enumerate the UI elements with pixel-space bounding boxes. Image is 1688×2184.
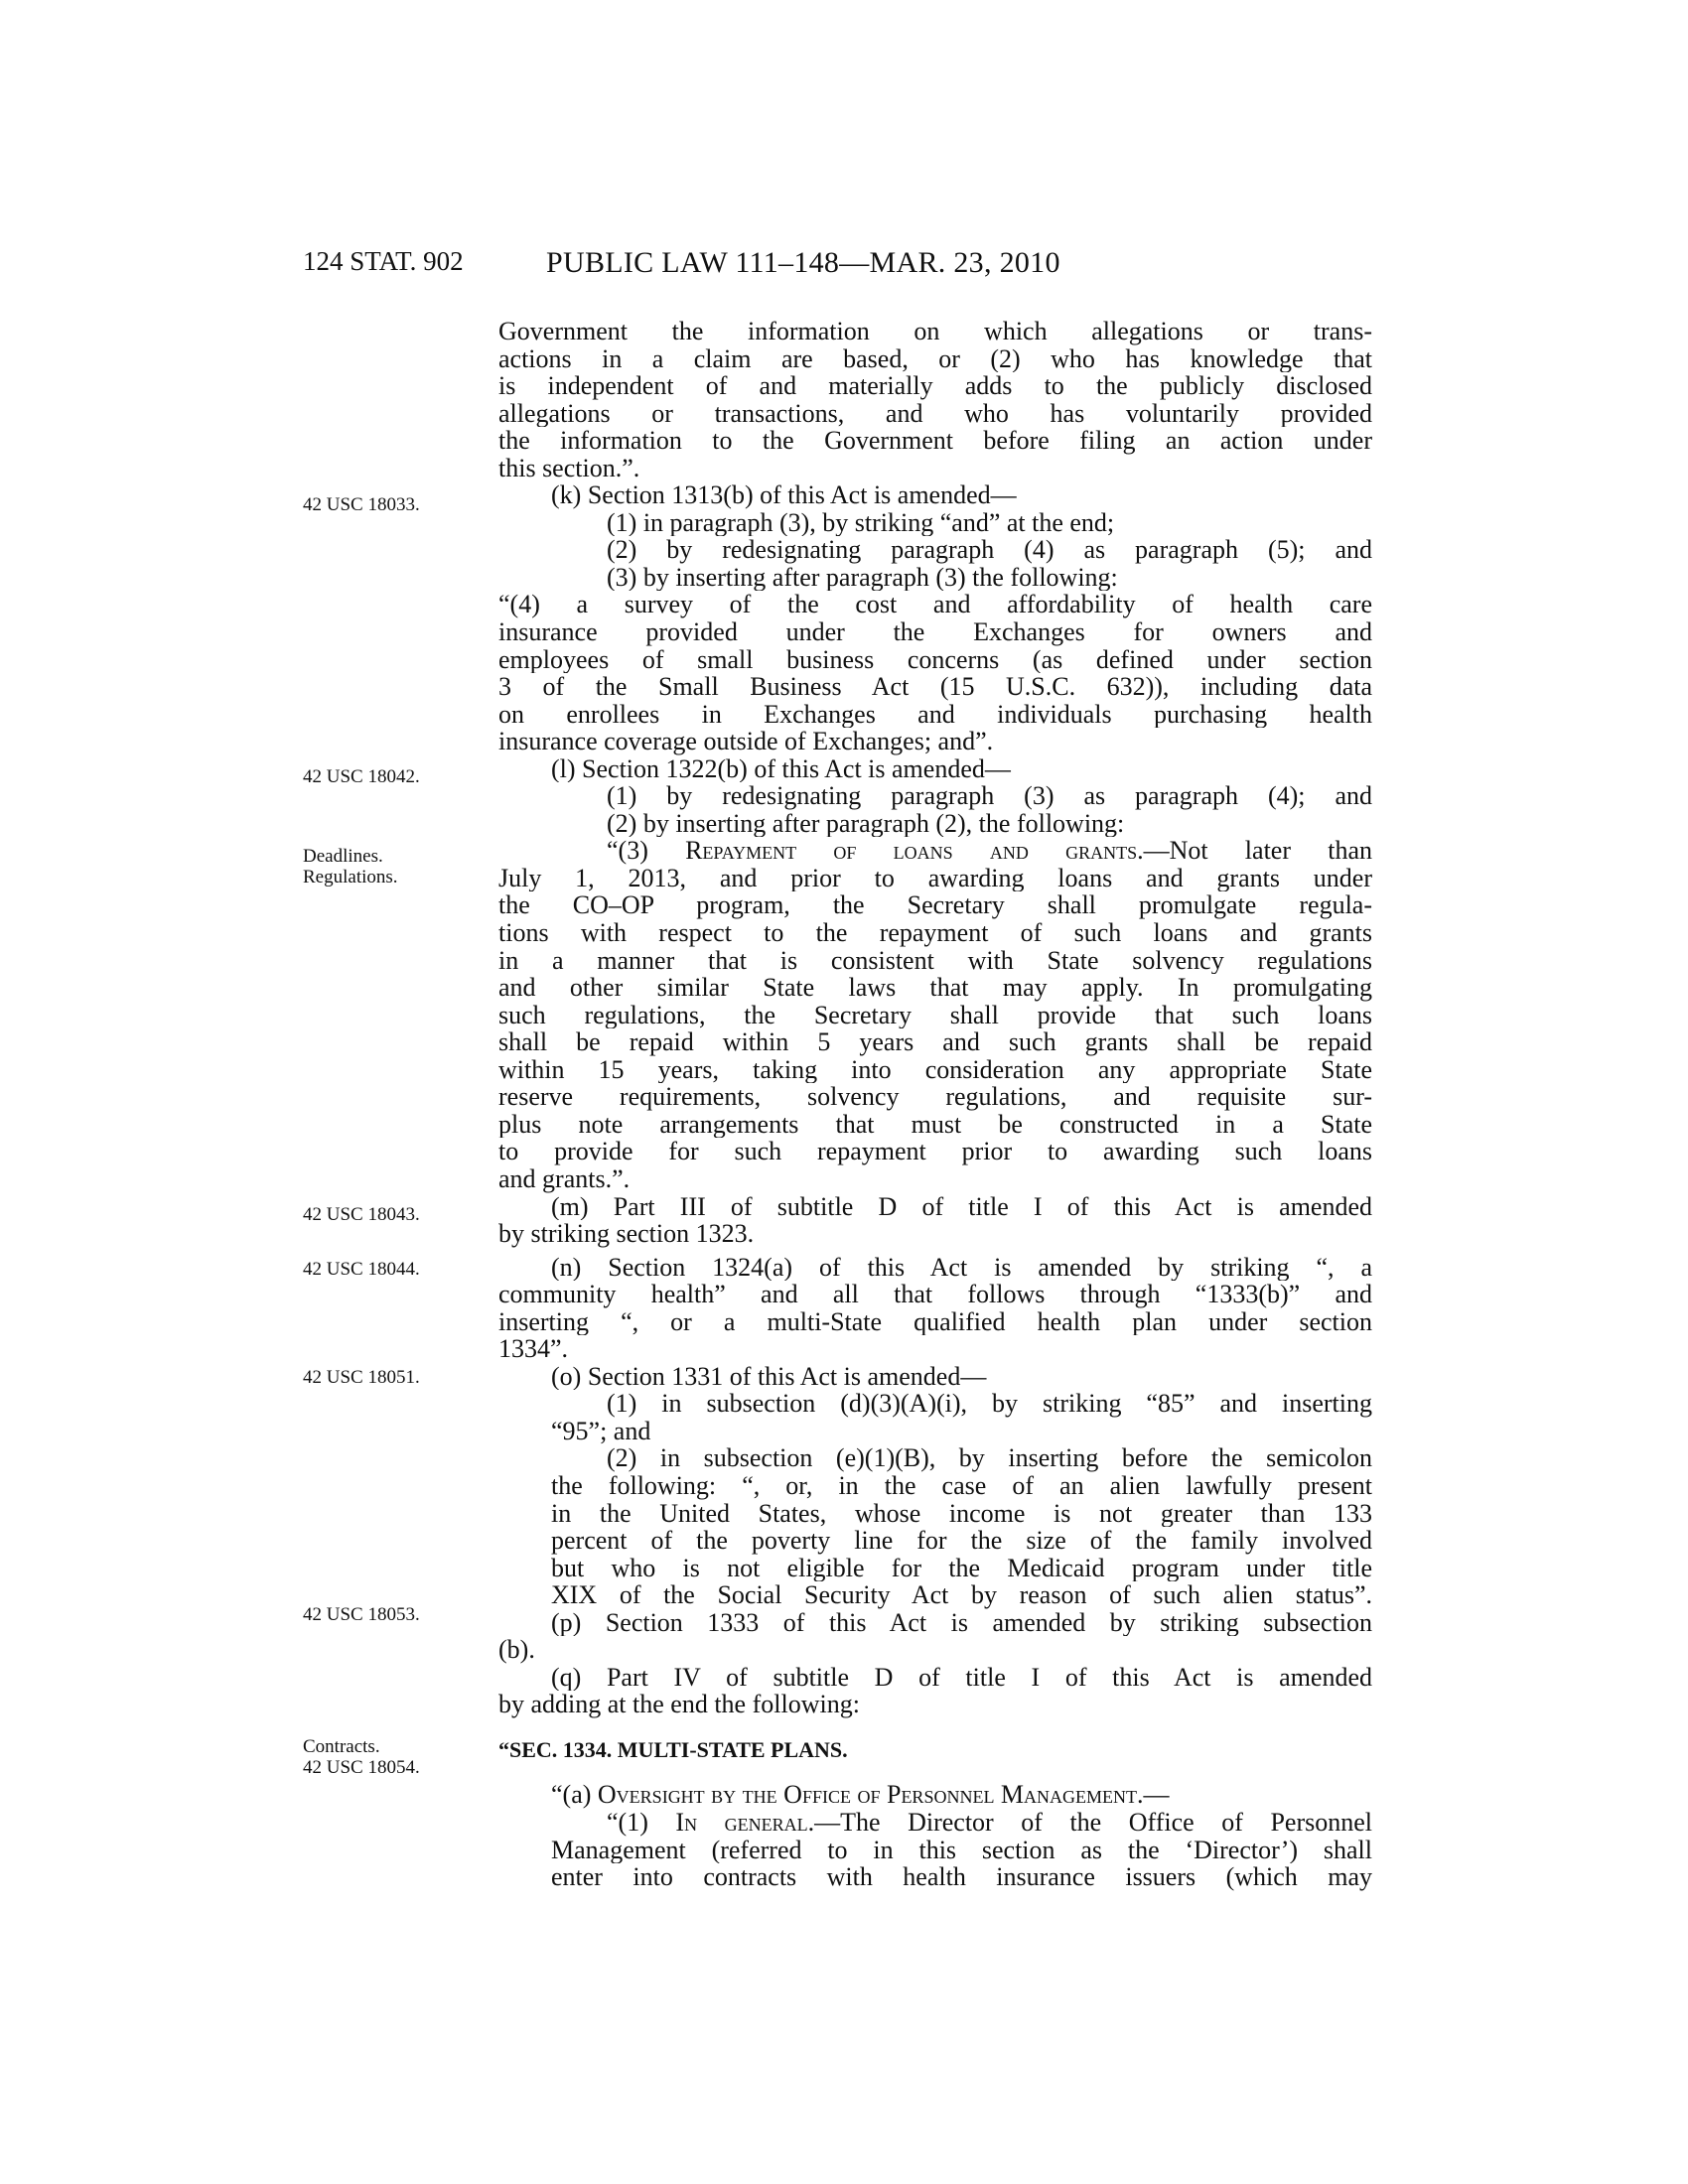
text-line: community health” and all that follows through “1333(b)” and — [498, 1281, 1372, 1308]
text-line: employees of small business concerns (as defined under section — [498, 645, 1372, 674]
text-line: and other similar State laws that may apply. In promulgating — [498, 974, 1372, 1002]
text-line: Management (referred to in this section as the ‘Director’) shall — [551, 1836, 1372, 1864]
text-run: “(a) — [551, 1781, 598, 1809]
stat-page-number: 124 STAT. 902 — [303, 246, 464, 276]
text-line: (o) Section 1331 of this Act is amended— — [551, 1362, 987, 1391]
text-line: the information to the Government before filing an action under — [498, 427, 1372, 455]
margin-note: 42 USC 18054. — [303, 1757, 420, 1778]
text-line: within 15 years, taking into consideration any appropriate State — [498, 1055, 1372, 1084]
text-line: (l) Section 1322(b) of this Act is amended— — [551, 754, 1011, 783]
margin-note: 42 USC 18053. — [303, 1604, 420, 1625]
page-header — [303, 246, 1375, 286]
margin-note: 42 USC 18051. — [303, 1367, 420, 1388]
text-line: by adding at the end the following: — [498, 1691, 860, 1718]
text-line: “95”; and — [551, 1417, 651, 1445]
text-line: enter into contracts with health insurance issuers (which may — [551, 1863, 1372, 1891]
text-run: .—Not later than — [1137, 837, 1372, 865]
text-line: insurance provided under the Exchanges for owners and — [498, 618, 1372, 646]
text-line: (1) in paragraph (3), by striking “and” at the end; — [607, 508, 1115, 537]
margin-note: Contracts. — [303, 1736, 380, 1757]
text-run: “(3) — [607, 837, 686, 865]
text-line: this section.”. — [498, 454, 640, 482]
text-line: the following: “, or, in the case of an alien lawfully present — [551, 1471, 1372, 1500]
text-line: (m) Part III of subtitle D of title I of this Act is amended — [551, 1192, 1372, 1221]
text-line: (2) in subsection (e)(1)(B), by inserting before the semicolon — [607, 1444, 1372, 1472]
text-line — [498, 1781, 1372, 1809]
subsection-heading: Oversight by the Office of Personnel Management — [597, 1781, 1138, 1809]
paragraph-heading: In general — [675, 1808, 808, 1837]
text-line: but who is not eligible for the Medicaid program under title — [551, 1554, 1372, 1582]
text-line: by striking section 1323. — [498, 1220, 755, 1248]
text-line: in the United States, whose income is not greater than 133 — [551, 1499, 1372, 1528]
text-line: (2) by inserting after paragraph (2), the following: — [607, 809, 1125, 838]
text-line: XIX of the Social Security Act by reason of such alien status”. — [551, 1581, 1372, 1609]
text-line: percent of the poverty line for the size of the family involved — [551, 1527, 1372, 1555]
text-line: 1334”. — [498, 1335, 569, 1363]
text-line: tions with respect to the repayment of such loans and grants — [498, 919, 1372, 947]
paragraph-heading: Repayment of loans and grants — [685, 837, 1138, 865]
text-line: “(4) a survey of the cost and affordability of health care — [498, 591, 1372, 619]
text-line: on enrollees in Exchanges and individuals purchasing health — [498, 700, 1372, 729]
text-line: the CO–OP program, the Secretary shall promulgate regula- — [498, 891, 1372, 920]
text-line: 3 of the Small Business Act (15 U.S.C. 632)), including data — [498, 673, 1372, 701]
text-line: and grants.”. — [498, 1164, 631, 1193]
margin-note: Regulations. — [303, 867, 398, 887]
text-line — [498, 1809, 1372, 1837]
text-line: in a manner that is consistent with State solvency regulations — [498, 946, 1372, 975]
text-line: reserve requirements, solvency regulations, and requisite sur- — [498, 1083, 1372, 1111]
text-line: (2) by redesignating paragraph (4) as paragraph (5); and — [607, 536, 1372, 564]
margin-note: Deadlines. — [303, 846, 383, 867]
text-line: (p) Section 1333 of this Act is amended by striking subsection — [551, 1608, 1372, 1637]
text-line: (3) by inserting after paragraph (3) the following: — [607, 563, 1118, 592]
margin-note: 42 USC 18043. — [303, 1204, 420, 1225]
text-line: inserting “, or a multi-State qualified health plan under section — [498, 1307, 1372, 1336]
text-line: (k) Section 1313(b) of this Act is amended— — [551, 481, 1017, 509]
text-line: plus note arrangements that must be constructed in a State — [498, 1110, 1372, 1139]
text-line: allegations or transactions, and who has voluntarily provided — [498, 399, 1372, 428]
text-run: .— — [1137, 1781, 1170, 1809]
margin-note: 42 USC 18033. — [303, 494, 420, 515]
text-line: is independent of and materially adds to the publicly disclosed — [498, 372, 1372, 400]
text-line: such regulations, the Secretary shall provide that such loans — [498, 1001, 1372, 1029]
text-run: .—The Director of the Office of Personnel — [807, 1808, 1372, 1837]
text-line: Government the information on which allegations or trans- — [498, 318, 1372, 345]
text-line: shall be repaid within 5 years and such grants shall be repaid — [498, 1028, 1372, 1056]
text-line: (1) in subsection (d)(3)(A)(i), by striking “85” and inserting — [607, 1390, 1372, 1418]
text-line: (b). — [498, 1636, 535, 1664]
statute-body — [498, 318, 1372, 1891]
text-line: July 1, 2013, and prior to awarding loans and grants under — [498, 864, 1372, 892]
section-heading: “SEC. 1334. MULTI-STATE PLANS. — [498, 1736, 848, 1762]
running-title: PUBLIC LAW 111–148—MAR. 23, 2010 — [546, 246, 1060, 279]
text-line: actions in a claim are based, or (2) who has knowledge that — [498, 344, 1372, 373]
text-line: (q) Part IV of subtitle D of title I of this Act is amended — [551, 1663, 1372, 1692]
text-line — [498, 837, 1372, 865]
text-run: “(1) — [607, 1808, 676, 1837]
text-line: to provide for such repayment prior to awarding such loans — [498, 1138, 1372, 1165]
text-line: insurance coverage outside of Exchanges; and”. — [498, 728, 994, 755]
margin-note: 42 USC 18042. — [303, 766, 420, 787]
text-line: (n) Section 1324(a) of this Act is amended by striking “, a — [551, 1253, 1372, 1282]
margin-note: 42 USC 18044. — [303, 1259, 420, 1280]
text-line: (1) by redesignating paragraph (3) as paragraph (4); and — [607, 782, 1372, 810]
